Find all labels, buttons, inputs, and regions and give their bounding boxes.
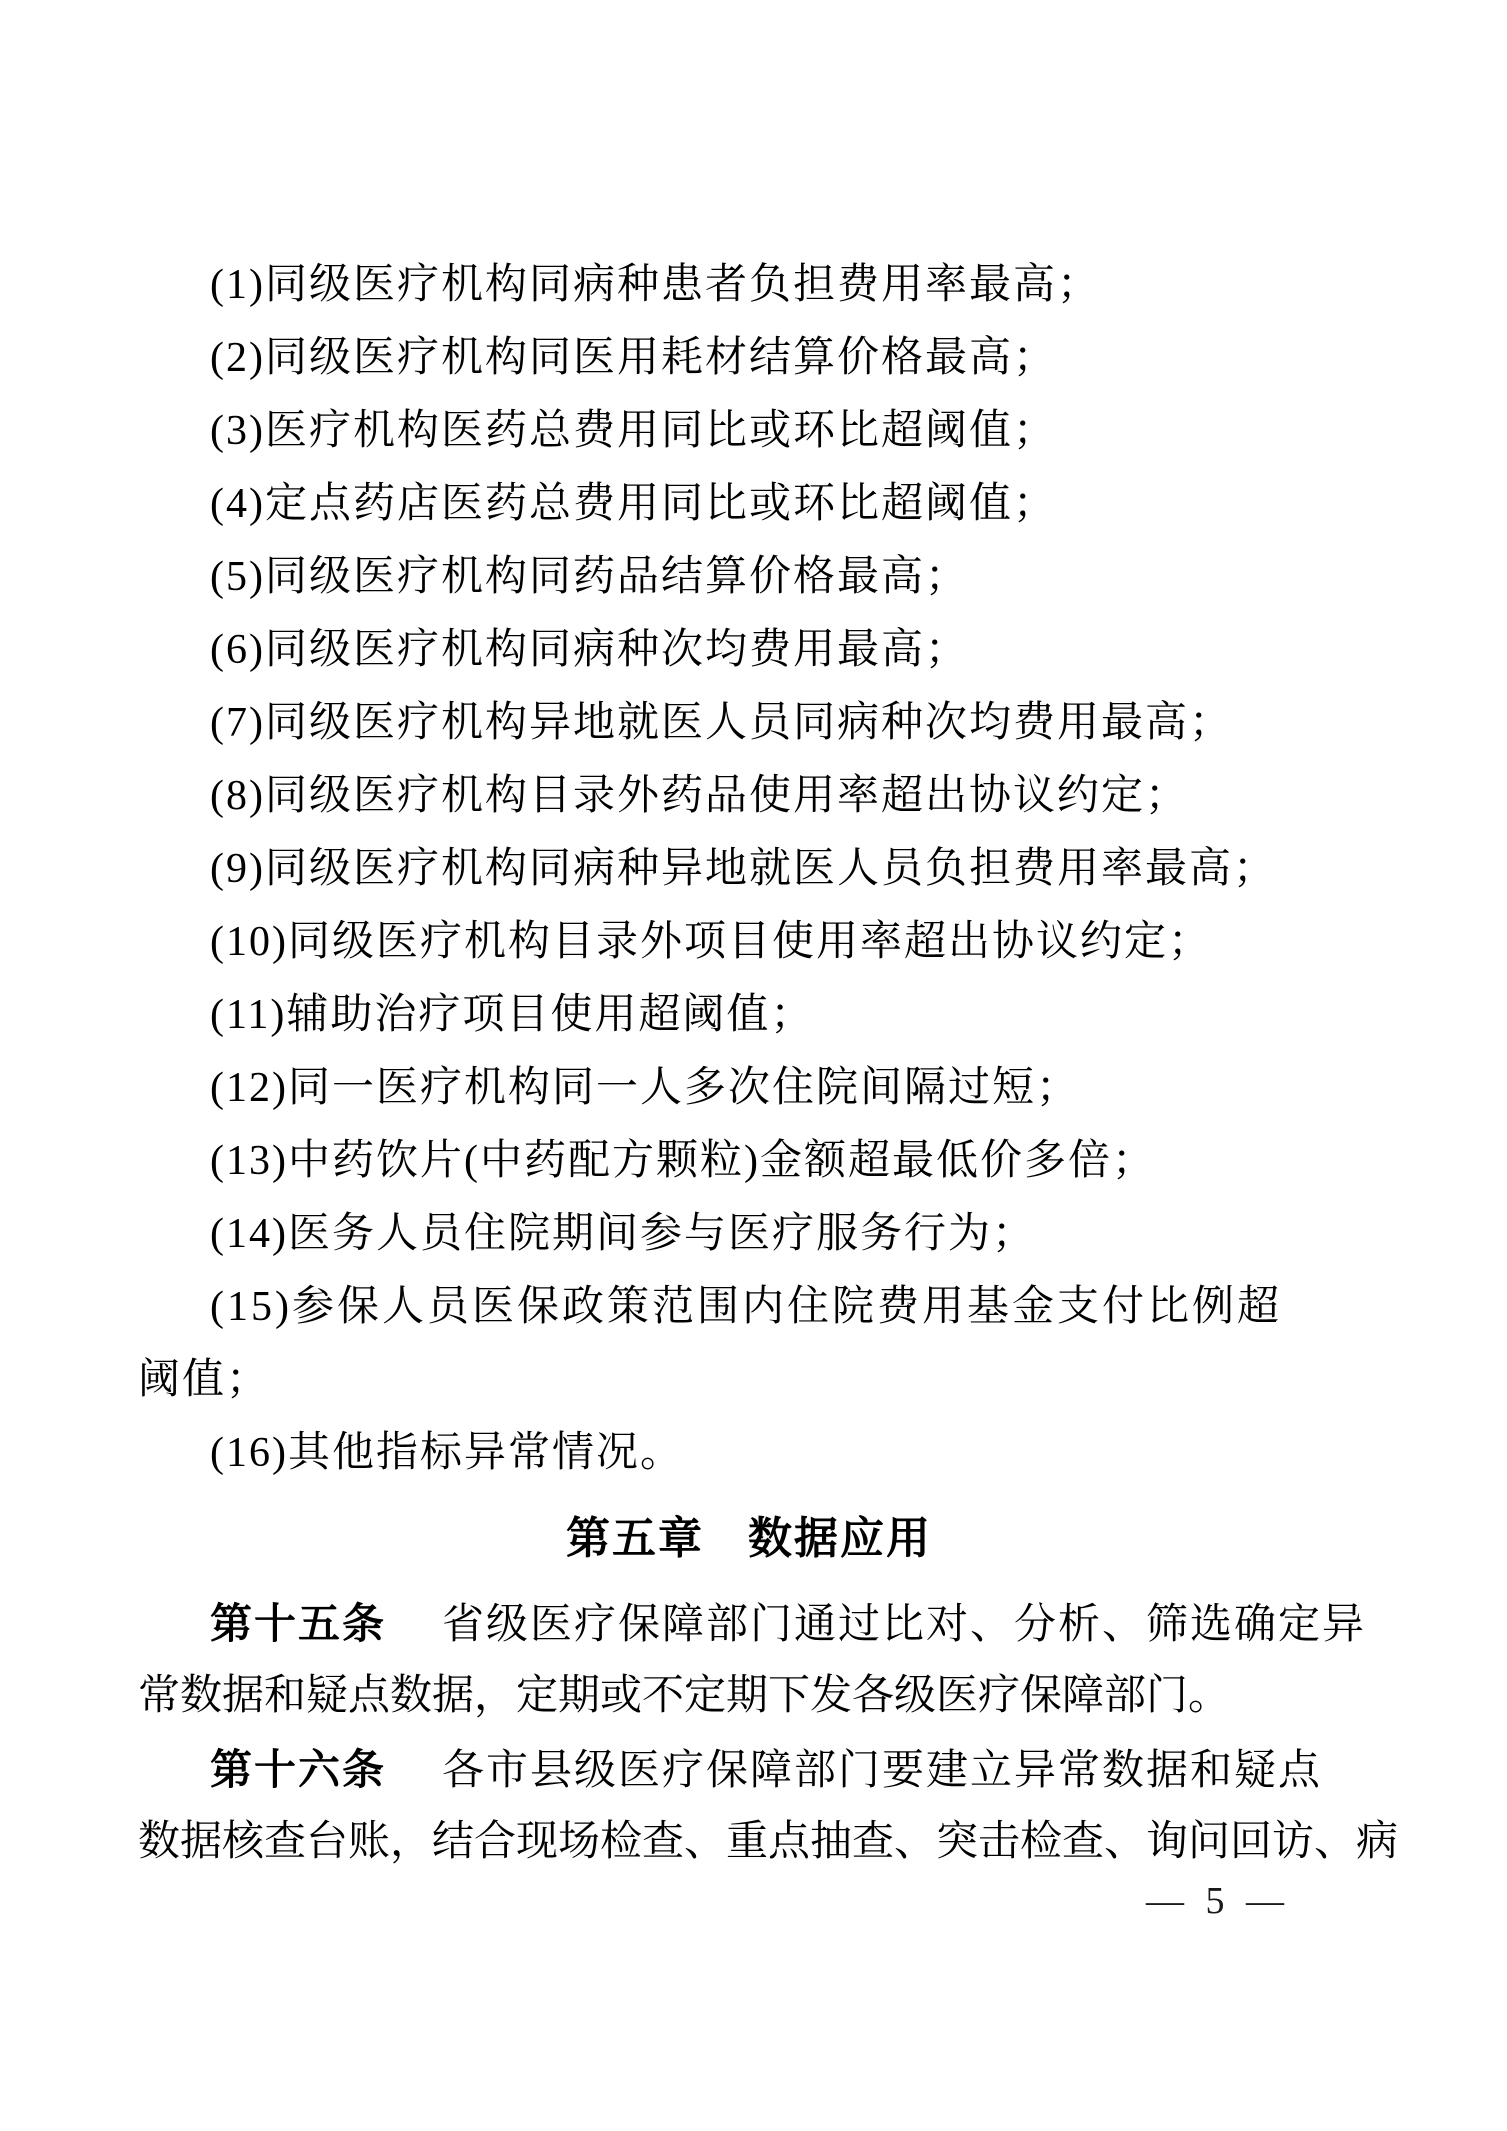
- list-item-14: (14)医务人员住院期间参与医疗服务行为；: [210, 1211, 1036, 1257]
- list-item-1: (1)同级医疗机构同病种患者负担费用率最高；: [210, 262, 1101, 308]
- list-item-12: (12)同一医疗机构同一人多次住院间隔过短；: [210, 1065, 1080, 1111]
- article-15-label: 第十五条: [210, 1600, 387, 1647]
- list-item-2: (2)同级医疗机构同医用耗材结算价格最高；: [210, 335, 1057, 381]
- article-16-line-1: [138, 1733, 1360, 1806]
- article-15-line-1: [138, 1587, 1367, 1660]
- list-item-15-line-2: 阈值；: [138, 1357, 271, 1403]
- list-item-15-line-1: (15)参保人员医保政策范围内住院费用基金支付比例超: [210, 1284, 1282, 1330]
- list-item-16: (16)其他指标异常情况。: [210, 1430, 684, 1476]
- list-item-11: (11)辅助治疗项目使用超阈值；: [210, 992, 815, 1038]
- list-item-13: (13)中药饮片(中药配方颗粒)金额超最低价多倍；: [210, 1138, 1156, 1184]
- page-number: — 5 —: [1146, 1880, 1290, 1922]
- chapter-heading: [138, 1502, 1360, 1575]
- list-item-5: (5)同级医疗机构同药品结算价格最高；: [210, 554, 969, 600]
- list-item-8: (8)同级医疗机构目录外药品使用率超出协议约定；: [210, 773, 1189, 819]
- chapter-number: 第五章: [566, 1514, 704, 1563]
- list-item-4: (4)定点药店医药总费用同比或环比超阈值；: [210, 481, 1057, 527]
- list-item-7: (7)同级医疗机构异地就医人员同病种次均费用最高；: [210, 700, 1233, 746]
- article-16-text-start: 各市县级医疗保障部门要建立异常数据和疑点: [442, 1748, 1323, 1794]
- article-15-line-2: 常数据和疑点数据，定期或不定期下发各级医疗保障部门。: [138, 1673, 1231, 1719]
- list-item-3: (3)医疗机构医药总费用同比或环比超阈值；: [210, 408, 1057, 454]
- list-item-6: (6)同级医疗机构同病种次均费用最高；: [210, 627, 969, 673]
- article-16-label: 第十六条: [210, 1746, 387, 1793]
- list-item-9: (9)同级医疗机构同病种异地就医人员负担费用率最高；: [210, 846, 1277, 892]
- article-16-line-2: 数据核查台账，结合现场检查、重点抽查、突击检查、询问回访、病: [138, 1819, 1399, 1865]
- list-item-10: (10)同级医疗机构目录外项目使用率超出协议约定；: [210, 919, 1212, 965]
- chapter-title: 数据应用: [748, 1514, 932, 1563]
- article-15-text-start: 省级医疗保障部门通过比对、分析、筛选确定异: [442, 1602, 1367, 1648]
